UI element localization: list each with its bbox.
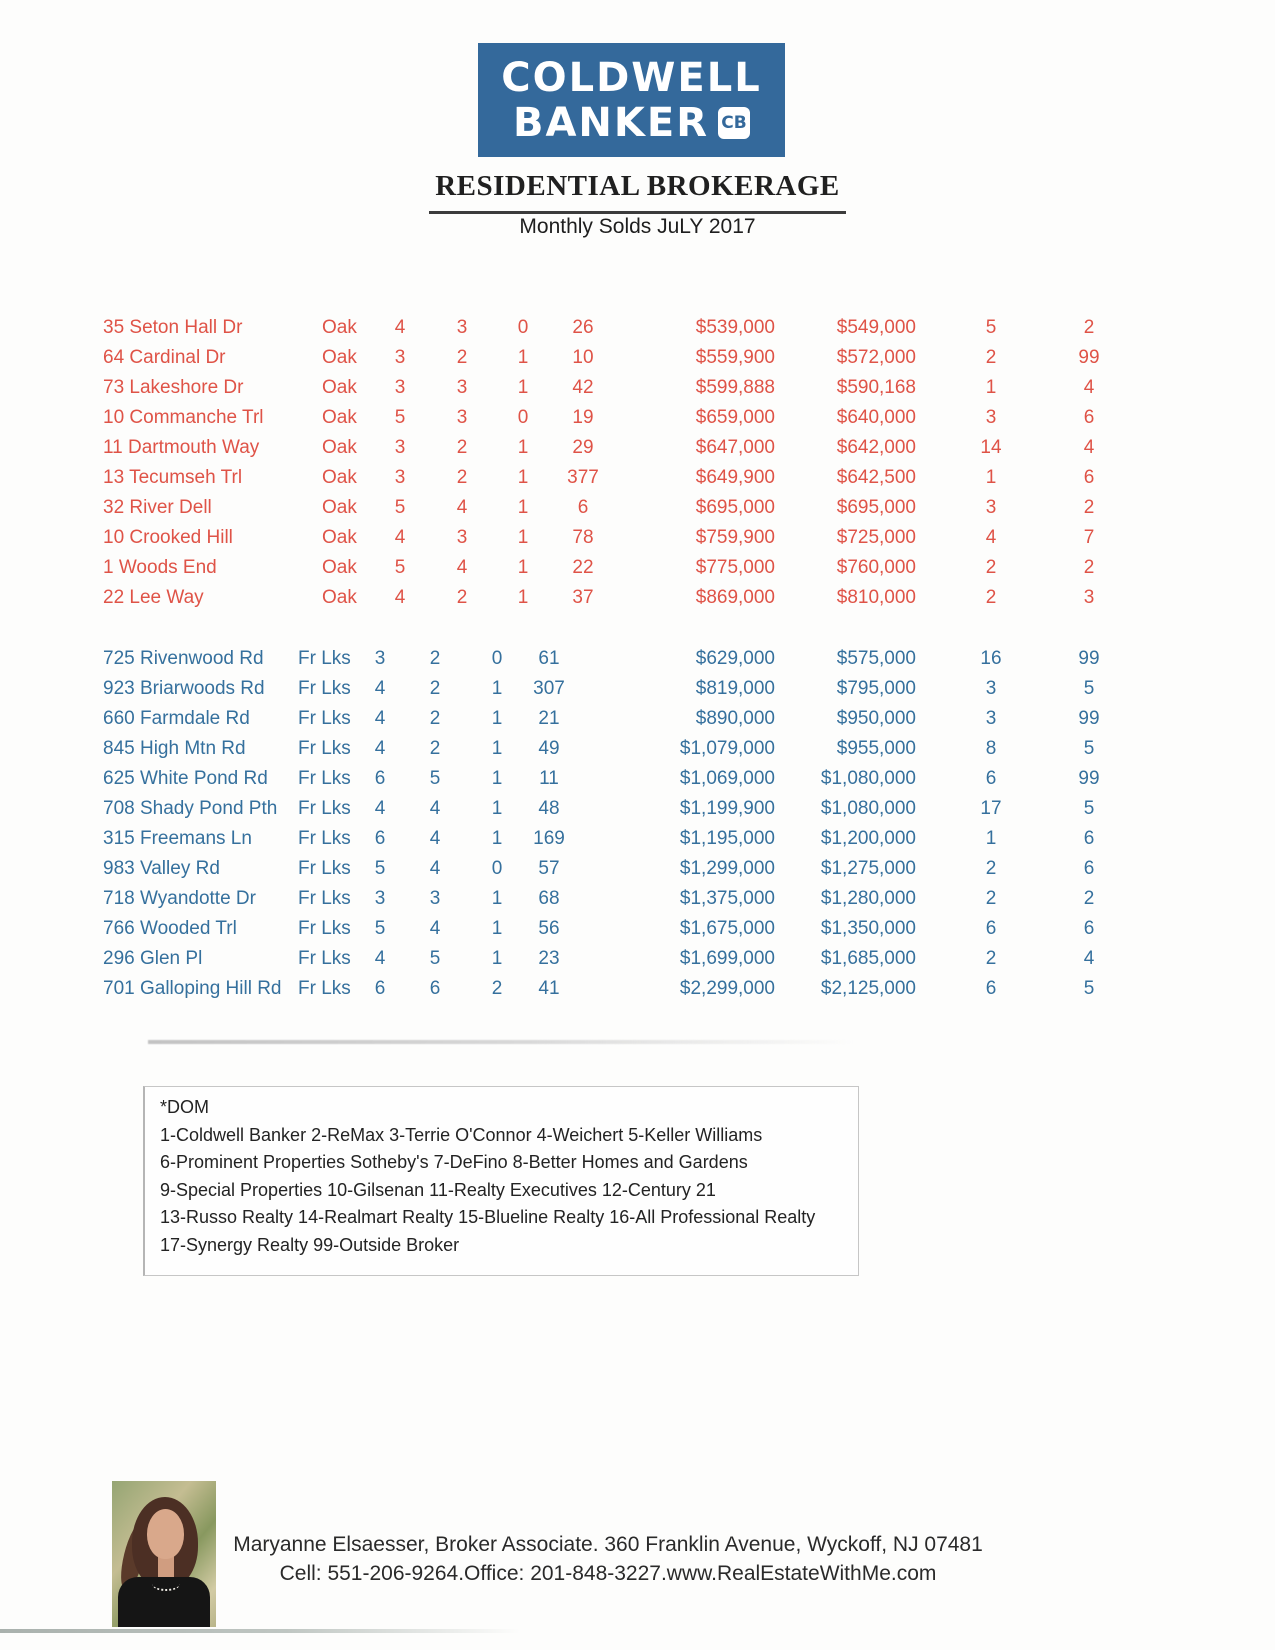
cell-half-baths: 1 (491, 828, 503, 849)
cell-list-broker: 14 (980, 437, 1002, 458)
cell-beds: 4 (374, 708, 386, 729)
cell-half-baths: 1 (491, 948, 503, 969)
table-row (103, 824, 1183, 854)
cell-sell-broker: 4 (1083, 948, 1095, 969)
cell-beds: 4 (394, 587, 406, 608)
cell-town: Fr Lks (298, 918, 351, 939)
agent-photo (112, 1481, 216, 1627)
cell-list-broker: 8 (985, 738, 997, 759)
cell-baths: 3 (456, 407, 468, 428)
contact-line-1: Maryanne Elsaesser, Broker Associate. 360 Franklin Avenue, Wyckoff, NJ 07481 (233, 1533, 983, 1556)
cell-baths: 5 (429, 948, 441, 969)
cell-dom: 169 (533, 828, 565, 849)
cell-half-baths: 2 (491, 978, 503, 999)
cell-list-price: $1,375,000 (679, 888, 775, 909)
table-row (103, 343, 1183, 373)
cell-half-baths: 0 (491, 648, 503, 669)
cell-list-broker: 6 (985, 918, 997, 939)
cell-dom: 56 (538, 918, 560, 939)
table-row (103, 704, 1183, 734)
cell-sold-price: $725,000 (836, 527, 916, 548)
cell-address: 983 Valley Rd (103, 858, 220, 879)
cell-sell-broker: 4 (1083, 437, 1095, 458)
cell-sold-price: $572,000 (836, 347, 916, 368)
cell-half-baths: 1 (491, 768, 503, 789)
cell-dom: 78 (572, 527, 594, 548)
dom-legend-line: 1-Coldwell Banker 2-ReMax 3-Terrie O'Connor 4-Weichert 5-Keller Williams (160, 1124, 763, 1145)
cell-town: Oak (322, 467, 357, 488)
logo-line-banker (512, 99, 750, 146)
cell-town: Fr Lks (298, 978, 351, 999)
cell-baths: 6 (429, 978, 441, 999)
cell-baths: 4 (429, 828, 441, 849)
cell-list-broker: 2 (985, 888, 997, 909)
dom-legend-title: *DOM (160, 1097, 209, 1117)
cell-list-price: $539,000 (695, 317, 775, 338)
cell-address: 701 Galloping Hill Rd (103, 978, 282, 999)
cell-list-price: $649,900 (695, 467, 775, 488)
dom-legend-box (143, 1086, 859, 1276)
cell-beds: 4 (394, 527, 406, 548)
cell-dom: 42 (572, 377, 594, 398)
cell-list-broker: 5 (985, 317, 997, 338)
cell-sold-price: $640,000 (836, 407, 916, 428)
logo-text-coldwell: COLDWELL (501, 54, 762, 101)
cell-beds: 5 (374, 858, 386, 879)
cell-baths: 2 (429, 708, 441, 729)
cell-dom: 49 (538, 738, 560, 759)
cell-address: 923 Briarwoods Rd (103, 678, 265, 699)
cell-half-baths: 1 (491, 708, 503, 729)
cell-town: Oak (322, 407, 357, 428)
cell-town: Oak (322, 437, 357, 458)
cell-sell-broker: 6 (1083, 918, 1095, 939)
cell-half-baths: 0 (517, 317, 529, 338)
cell-dom: 48 (538, 798, 560, 819)
cell-address: 766 Wooded Trl (103, 918, 237, 939)
cell-list-price: $599,888 (695, 377, 775, 398)
cell-baths: 4 (456, 557, 468, 578)
cell-beds: 3 (394, 377, 406, 398)
cell-baths: 2 (429, 678, 441, 699)
cell-sold-price: $642,000 (836, 437, 916, 458)
cell-dom: 26 (572, 317, 594, 338)
cell-sell-broker: 6 (1083, 858, 1095, 879)
cell-list-price: $759,900 (695, 527, 775, 548)
page-subtitle: Monthly Solds JuLY 2017 (519, 215, 756, 238)
cell-address: 35 Seton Hall Dr (103, 317, 243, 338)
cell-baths: 3 (456, 317, 468, 338)
cell-sell-broker: 5 (1083, 798, 1095, 819)
cell-baths: 3 (429, 888, 441, 909)
cell-beds: 4 (374, 798, 386, 819)
table-row (103, 463, 1183, 493)
cell-list-broker: 3 (985, 407, 997, 428)
cell-beds: 5 (374, 918, 386, 939)
cell-address: 1 Woods End (103, 557, 217, 578)
cell-dom: 11 (539, 768, 559, 789)
cell-sold-price: $642,500 (836, 467, 916, 488)
cell-sold-price: $695,000 (836, 497, 916, 518)
cell-list-price: $1,079,000 (679, 738, 775, 759)
cell-baths: 2 (456, 347, 468, 368)
cell-beds: 3 (394, 437, 406, 458)
cell-list-broker: 6 (985, 978, 997, 999)
cell-address: 725 Rivenwood Rd (103, 648, 264, 669)
cell-sell-broker: 3 (1083, 587, 1095, 608)
cell-list-broker: 4 (985, 527, 997, 548)
table-row (103, 553, 1183, 583)
cell-sold-price: $1,685,000 (820, 948, 916, 969)
cell-address: 660 Farmdale Rd (103, 708, 250, 729)
cell-sell-broker: 99 (1078, 768, 1100, 789)
cell-half-baths: 1 (517, 347, 529, 368)
cell-beds: 6 (374, 978, 386, 999)
cell-list-broker: 2 (985, 948, 997, 969)
cell-sold-price: $1,350,000 (820, 918, 916, 939)
cell-beds: 3 (394, 347, 406, 368)
franklin-lakes-section (103, 644, 1183, 1004)
cell-half-baths: 1 (517, 587, 529, 608)
cell-address: 315 Freemans Ln (103, 828, 252, 849)
cell-baths: 3 (456, 377, 468, 398)
table-row (103, 974, 1183, 1004)
cell-beds: 4 (374, 738, 386, 759)
cell-beds: 3 (374, 888, 386, 909)
cell-sell-broker: 99 (1078, 648, 1100, 669)
cell-baths: 2 (456, 467, 468, 488)
cell-list-price: $1,299,000 (679, 858, 775, 879)
cell-list-price: $1,069,000 (679, 768, 775, 789)
cell-list-broker: 2 (985, 858, 997, 879)
cell-dom: 37 (572, 587, 594, 608)
cell-list-price: $869,000 (695, 587, 775, 608)
cell-half-baths: 1 (517, 467, 529, 488)
cell-sold-price: $950,000 (836, 708, 916, 729)
cell-town: Oak (322, 587, 357, 608)
cell-baths: 2 (456, 587, 468, 608)
cell-beds: 3 (374, 648, 386, 669)
agent-contact (208, 1530, 1008, 1588)
cell-beds: 4 (374, 678, 386, 699)
logo-text-banker: BANKER (512, 99, 710, 146)
cell-half-baths: 1 (491, 888, 503, 909)
table-row (103, 644, 1183, 674)
cell-list-price: $1,199,900 (679, 798, 775, 819)
table-row (103, 373, 1183, 403)
cell-sold-price: $590,168 (836, 377, 916, 398)
cell-list-price: $1,675,000 (679, 918, 775, 939)
cell-town: Oak (322, 557, 357, 578)
cell-list-price: $559,900 (695, 347, 775, 368)
cell-half-baths: 1 (491, 918, 503, 939)
cell-list-broker: 1 (985, 828, 997, 849)
cell-beds: 6 (374, 828, 386, 849)
cell-list-price: $775,000 (695, 557, 775, 578)
cell-town: Fr Lks (298, 648, 351, 669)
cell-list-price: $647,000 (695, 437, 775, 458)
cell-town: Oak (322, 497, 357, 518)
cell-sell-broker: 7 (1083, 527, 1095, 548)
cell-dom: 10 (572, 347, 594, 368)
table-row (103, 734, 1183, 764)
cell-baths: 2 (456, 437, 468, 458)
table-row (103, 854, 1183, 884)
cell-town: Oak (322, 527, 357, 548)
cell-baths: 4 (429, 858, 441, 879)
cell-list-broker: 2 (985, 557, 997, 578)
table-row (103, 523, 1183, 553)
cell-dom: 6 (577, 497, 589, 518)
agent-photo-necklace (152, 1577, 180, 1591)
cell-town: Fr Lks (298, 858, 351, 879)
cell-town: Fr Lks (298, 828, 351, 849)
cell-half-baths: 1 (491, 798, 503, 819)
title-row (0, 170, 1275, 214)
cell-half-baths: 1 (491, 738, 503, 759)
cell-sold-price: $1,275,000 (820, 858, 916, 879)
cell-baths: 5 (429, 768, 441, 789)
table-row (103, 914, 1183, 944)
page-title: RESIDENTIAL BROKERAGE (429, 170, 846, 214)
cell-list-broker: 2 (985, 587, 997, 608)
cell-half-baths: 1 (517, 527, 529, 548)
table-row (103, 583, 1183, 613)
cell-sell-broker: 2 (1083, 557, 1095, 578)
cell-baths: 2 (429, 738, 441, 759)
cell-sell-broker: 6 (1083, 407, 1095, 428)
cell-sell-broker: 2 (1083, 888, 1095, 909)
table-row (103, 794, 1183, 824)
cell-dom: 41 (538, 978, 560, 999)
cell-half-baths: 1 (491, 678, 503, 699)
cell-town: Oak (322, 347, 357, 368)
cell-baths: 3 (456, 527, 468, 548)
cell-beds: 4 (374, 948, 386, 969)
scan-smudge-line (148, 1040, 853, 1044)
cell-baths: 4 (429, 798, 441, 819)
cell-town: Oak (322, 317, 357, 338)
table-row (103, 884, 1183, 914)
cell-sell-broker: 6 (1083, 467, 1095, 488)
cell-dom: 377 (567, 467, 599, 488)
cell-dom: 21 (538, 708, 560, 729)
cell-beds: 3 (394, 467, 406, 488)
table-row (103, 403, 1183, 433)
cell-sell-broker: 5 (1083, 678, 1095, 699)
cell-sell-broker: 5 (1083, 978, 1095, 999)
cell-sold-price: $810,000 (836, 587, 916, 608)
cell-sold-price: $1,080,000 (820, 798, 916, 819)
cell-dom: 22 (572, 557, 594, 578)
cell-town: Fr Lks (298, 768, 351, 789)
cell-address: 718 Wyandotte Dr (103, 888, 256, 909)
cell-address: 10 Crooked Hill (103, 527, 233, 548)
cell-half-baths: 1 (517, 497, 529, 518)
cell-dom: 61 (538, 648, 560, 669)
cb-monogram-icon: CB (718, 107, 750, 139)
cell-sell-broker: 4 (1083, 377, 1095, 398)
cell-town: Fr Lks (298, 678, 351, 699)
dom-legend-line: 9-Special Properties 10-Gilsenan 11-Realty Executives 12-Century 21 (160, 1179, 716, 1200)
cell-beds: 4 (394, 317, 406, 338)
cell-dom: 19 (572, 407, 594, 428)
cell-baths: 4 (456, 497, 468, 518)
cell-list-price: $819,000 (695, 678, 775, 699)
cell-list-price: $629,000 (695, 648, 775, 669)
cell-list-price: $1,195,000 (679, 828, 775, 849)
cell-address: 11 Dartmouth Way (103, 437, 260, 458)
cell-list-broker: 3 (985, 708, 997, 729)
agent-photo-face (147, 1509, 184, 1559)
table-row (103, 674, 1183, 704)
cell-dom: 23 (538, 948, 560, 969)
cell-address: 22 Lee Way (103, 587, 204, 608)
cell-list-broker: 3 (985, 497, 997, 518)
cell-list-broker: 6 (985, 768, 997, 789)
cell-half-baths: 1 (517, 377, 529, 398)
cell-half-baths: 0 (491, 858, 503, 879)
cell-dom: 57 (538, 858, 560, 879)
cell-address: 32 River Dell (103, 497, 212, 518)
cell-list-price: $695,000 (695, 497, 775, 518)
cell-sell-broker: 99 (1078, 347, 1100, 368)
cell-dom: 29 (572, 437, 594, 458)
table-row (103, 944, 1183, 974)
cell-half-baths: 0 (517, 407, 529, 428)
cell-half-baths: 1 (517, 437, 529, 458)
cell-sold-price: $2,125,000 (820, 978, 916, 999)
table-row (103, 313, 1183, 343)
cell-dom: 68 (538, 888, 560, 909)
table-row (103, 493, 1183, 523)
cell-beds: 6 (374, 768, 386, 789)
cell-list-broker: 3 (985, 678, 997, 699)
cell-sold-price: $795,000 (836, 678, 916, 699)
cell-list-price: $659,000 (695, 407, 775, 428)
cell-address: 73 Lakeshore Dr (103, 377, 244, 398)
cell-sold-price: $1,280,000 (820, 888, 916, 909)
dom-legend-line: 6-Prominent Properties Sotheby's 7-DeFino 8-Better Homes and Gardens (160, 1152, 748, 1172)
contact-line-2: Cell: 551-206-9264.Office: 201-848-3227.www.RealEstateWithMe.com (279, 1562, 937, 1585)
cell-town: Fr Lks (298, 948, 351, 969)
cell-baths: 2 (429, 648, 441, 669)
cell-beds: 5 (394, 557, 406, 578)
cell-address: 64 Cardinal Dr (103, 347, 226, 368)
cell-dom: 307 (533, 678, 565, 699)
cell-list-broker: 16 (980, 648, 1002, 669)
cell-list-broker: 1 (985, 467, 997, 488)
coldwell-banker-logo (478, 43, 785, 157)
cell-half-baths: 1 (517, 557, 529, 578)
cell-list-broker: 17 (980, 798, 1002, 819)
cell-address: 10 Commanche Trl (103, 407, 264, 428)
cell-town: Fr Lks (298, 738, 351, 759)
cell-baths: 4 (429, 918, 441, 939)
cell-address: 13 Tecumseh Trl (103, 467, 243, 488)
cell-sell-broker: 2 (1083, 317, 1095, 338)
cell-beds: 5 (394, 407, 406, 428)
cell-list-price: $890,000 (695, 708, 775, 729)
cell-list-broker: 1 (985, 377, 997, 398)
table-row (103, 433, 1183, 463)
table-row (103, 764, 1183, 794)
cell-sold-price: $549,000 (836, 317, 916, 338)
cell-town: Fr Lks (298, 888, 351, 909)
scan-artifact-line (0, 1629, 520, 1633)
cell-sell-broker: 5 (1083, 738, 1095, 759)
cell-sold-price: $760,000 (836, 557, 916, 578)
cell-sell-broker: 99 (1078, 708, 1100, 729)
cell-address: 708 Shady Pond Pth (103, 798, 278, 819)
cell-list-broker: 2 (985, 347, 997, 368)
cell-town: Fr Lks (298, 798, 351, 819)
cell-sell-broker: 6 (1083, 828, 1095, 849)
cell-address: 296 Glen Pl (103, 948, 203, 969)
cell-beds: 5 (394, 497, 406, 518)
oakland-section (103, 313, 1183, 613)
cell-town: Oak (322, 377, 357, 398)
cell-address: 625 White Pond Rd (103, 768, 268, 789)
cell-sold-price: $955,000 (836, 738, 916, 759)
cell-sold-price: $1,200,000 (820, 828, 916, 849)
cell-sold-price: $1,080,000 (820, 768, 916, 789)
dom-legend-line: 17-Synergy Realty 99-Outside Broker (160, 1234, 460, 1255)
cell-sell-broker: 2 (1083, 497, 1095, 518)
cell-list-price: $2,299,000 (679, 978, 775, 999)
cell-sold-price: $575,000 (836, 648, 916, 669)
cell-town: Fr Lks (298, 708, 351, 729)
dom-legend-line: 13-Russo Realty 14-Realmart Realty 15-Blueline Realty 16-All Professional Realty (160, 1207, 816, 1227)
cell-address: 845 High Mtn Rd (103, 738, 246, 759)
cell-list-price: $1,699,000 (679, 948, 775, 969)
